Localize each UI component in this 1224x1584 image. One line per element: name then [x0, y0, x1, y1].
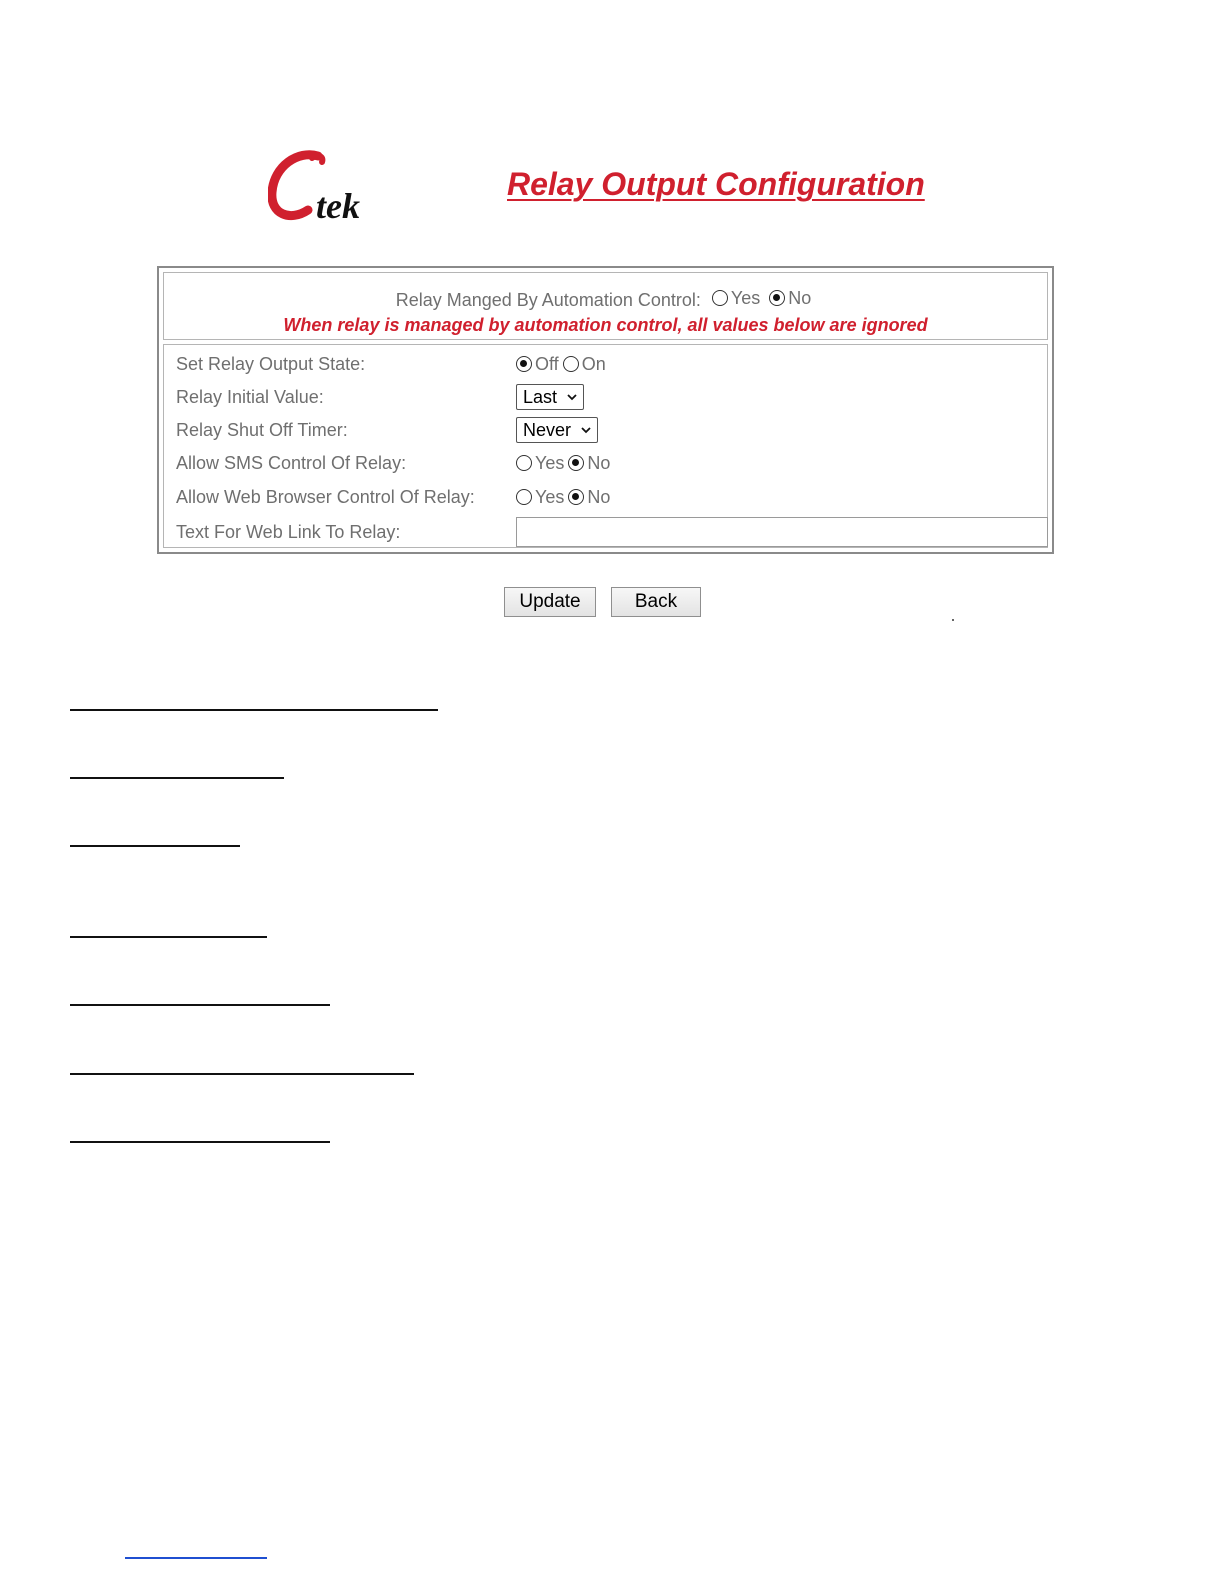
automation-yes-label: Yes — [730, 288, 761, 308]
web-no-radio[interactable] — [568, 489, 584, 505]
footer-link-underline[interactable] — [125, 1557, 267, 1559]
initial-value-label: Relay Initial Value: — [176, 387, 324, 407]
web-control-control — [516, 482, 614, 512]
web-yes-label: Yes — [535, 486, 565, 507]
automation-control-row — [164, 285, 1047, 313]
relay-settings-section — [163, 344, 1048, 548]
automation-warning: When relay is managed by automation control, all values below are ignored — [283, 315, 928, 335]
output-state-off-radio[interactable] — [516, 356, 532, 372]
sms-yes-radio[interactable] — [516, 455, 532, 471]
sms-control-label: Allow SMS Control Of Relay: — [176, 453, 407, 473]
web-yes-option[interactable] — [516, 487, 564, 508]
initial-value-row — [176, 382, 1046, 412]
output-state-off-label: Off — [535, 353, 559, 374]
initial-value-select[interactable] — [516, 384, 584, 410]
sms-control-control — [516, 448, 614, 478]
sms-yes-option[interactable] — [516, 453, 564, 474]
ctek-logo — [268, 148, 388, 228]
automation-yes-radio[interactable] — [712, 290, 728, 306]
sms-control-row — [176, 448, 1046, 478]
update-button[interactable]: Update — [504, 587, 596, 617]
blank-line — [70, 1004, 330, 1006]
initial-value-selected: Last — [523, 386, 558, 407]
shutoff-timer-label: Relay Shut Off Timer: — [176, 420, 348, 440]
initial-value-control — [516, 382, 584, 412]
automation-yes-option[interactable] — [712, 285, 760, 311]
web-no-option[interactable] — [568, 487, 610, 508]
sms-yes-label: Yes — [535, 452, 565, 473]
shutoff-timer-selected: Never — [523, 419, 572, 440]
output-state-off-option[interactable] — [516, 354, 559, 375]
relay-settings-panel — [157, 266, 1054, 554]
sms-no-option[interactable] — [568, 453, 610, 474]
output-state-control — [516, 349, 610, 379]
automation-no-label: No — [788, 288, 812, 308]
web-control-row — [176, 482, 1046, 512]
chevron-down-icon — [567, 392, 577, 402]
web-control-label: Allow Web Browser Control Of Relay: — [176, 487, 475, 507]
page-title: Relay Output Configuration — [507, 166, 925, 202]
blank-line — [70, 845, 240, 847]
svg-text:tek: tek — [316, 186, 360, 226]
web-link-text-label: Text For Web Link To Relay: — [176, 522, 401, 542]
output-state-on-radio[interactable] — [563, 356, 579, 372]
output-state-on-option[interactable] — [563, 354, 606, 375]
web-yes-radio[interactable] — [516, 489, 532, 505]
back-button[interactable]: Back — [611, 587, 701, 617]
blank-line — [70, 936, 267, 938]
shutoff-timer-select[interactable] — [516, 417, 598, 443]
automation-no-option[interactable] — [769, 285, 811, 311]
blank-line — [70, 1141, 330, 1143]
web-link-text-row — [176, 517, 1046, 547]
automation-control-label: Relay Manged By Automation Control: — [395, 290, 701, 310]
blank-line — [70, 777, 284, 779]
web-link-text-input[interactable] — [516, 517, 1048, 547]
automation-no-radio[interactable] — [769, 290, 785, 306]
output-state-row — [176, 349, 1046, 379]
sms-no-radio[interactable] — [568, 455, 584, 471]
output-state-label: Set Relay Output State: — [176, 354, 366, 374]
blank-line — [70, 1073, 414, 1075]
automation-section — [163, 272, 1048, 340]
shutoff-timer-row — [176, 415, 1046, 445]
blank-line — [70, 709, 438, 711]
output-state-on-label: On — [581, 353, 606, 374]
web-no-label: No — [587, 486, 611, 507]
chevron-down-icon — [581, 425, 591, 435]
sms-no-label: No — [587, 452, 611, 473]
shutoff-timer-control — [516, 415, 598, 445]
stray-dot — [952, 619, 954, 621]
